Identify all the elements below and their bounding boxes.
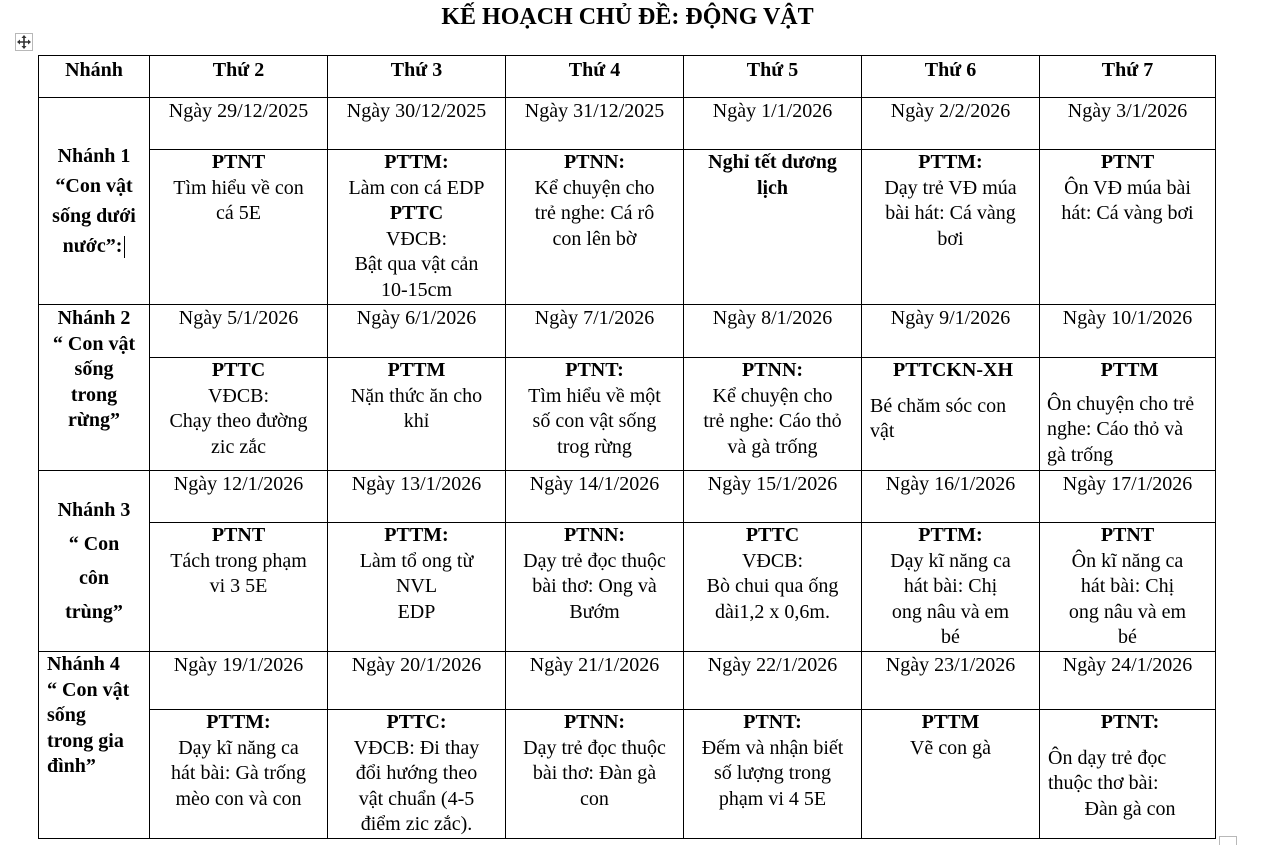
activity-line: Dạy kĩ năng ca [178,736,299,759]
header-thu: Thứ 5 [684,56,862,98]
date-row [39,652,1216,710]
activity-title: PTTM: [384,151,449,173]
activity-title: PTNN: [563,151,626,173]
date-cell: Ngày 6/1/2026 [328,305,506,358]
activity-line: Bò chui qua ống [706,575,839,597]
activity-row [39,523,1216,652]
activity-line: nghe: Cáo thỏ và [1047,418,1184,440]
activity-line: bé [1118,626,1137,648]
activity-cell [150,710,328,839]
activity-cell [1040,358,1216,471]
activity-line: đổi hướng theo [355,762,478,784]
activity-cell [1040,150,1216,305]
activity-line: phạm vi 4 5E [718,787,827,810]
branch-name-line: sống dưới [52,205,136,227]
activity-line: số con vật sống [532,410,657,432]
activity-cell [862,358,1040,471]
activity-title: PTNN: [563,524,626,546]
activity-line: hát bài: Chị [903,575,998,597]
activity-line: Tách trong phạm [170,549,307,572]
activity-title: Nghỉ tết dương [708,151,837,173]
activity-line: Chạy theo đường [169,410,308,432]
activity-title: PTNT: [743,711,802,733]
activity-line: VĐCB: Đi thay [353,736,480,759]
branch-cell [39,98,150,305]
activity-cell [506,710,684,839]
activity-line: Làm tổ ong từ [359,549,474,572]
activity-title: PTTCKN-XH [893,359,1013,381]
activity-cell [862,523,1040,652]
activity-line: bé [941,626,960,648]
activity-line: ong nâu và em [891,600,1010,623]
activity-title: PTNT [211,524,266,546]
branch-cell [39,305,150,471]
branch-name-line: sống [47,704,86,726]
activity-line: và gà trống [727,435,818,458]
move-icon [17,35,31,49]
activity-line: trog rừng [557,435,632,458]
date-cell: Ngày 23/1/2026 [862,652,1040,710]
date-row [39,471,1216,523]
header-tue: Thứ 3 [328,56,506,98]
activity-title: PTNT [1100,524,1155,546]
lesson-plan-table [38,55,1216,839]
date-cell: Ngày 1/1/2026 [684,98,862,150]
activity-title: PTTC [389,202,444,224]
activity-line: dài1,2 x 0,6m. [715,600,830,623]
activity-title: PTTM: [918,151,983,173]
activity-row [39,358,1216,471]
date-cell: Ngày 20/1/2026 [328,652,506,710]
activity-line: Dạy trẻ VĐ múa [884,176,1017,199]
activity-line: Kể chuyện cho [712,384,833,407]
date-cell: Ngày 9/1/2026 [862,305,1040,358]
activity-line: zic zắc [211,435,266,458]
branch-name-line: đình” [47,755,96,777]
date-cell: Ngày 5/1/2026 [150,305,328,358]
activity-row [39,710,1216,839]
branch-cell [39,652,150,839]
date-cell: Ngày 17/1/2026 [1040,471,1216,523]
branch-name-line: “ Con [68,533,120,555]
activity-line: bài thơ: Ong và [532,575,657,597]
activity-line: thuộc thơ bài: [1048,772,1159,794]
activity-line: Bướm [569,600,620,623]
header-branch: Nhánh [39,56,150,98]
date-cell: Ngày 13/1/2026 [328,471,506,523]
activity-title: PTTC [211,359,266,381]
activity-line: vật chuẩn (4-5 [358,787,475,810]
table-move-handle[interactable] [15,33,33,51]
branch-cell [39,471,150,652]
activity-line: VĐCB: [741,549,804,572]
date-cell: Ngày 19/1/2026 [150,652,328,710]
activity-cell [1040,523,1216,652]
activity-line: con [580,787,609,810]
date-cell: Ngày 7/1/2026 [506,305,684,358]
branch-name-line: “Con vật [55,175,133,197]
activity-title: PTTC: [386,711,447,733]
branch-name-line: Nhánh 2 [57,307,131,329]
activity-line: điểm zic zắc). [360,813,473,835]
activity-cell [150,150,328,305]
branch-name-line: Nhánh 3 [57,499,131,521]
page-title: KẾ HOẠCH CHỦ ĐỀ: ĐỘNG VẬT [441,4,814,30]
activity-line: Vẽ con gà [909,736,992,759]
branch-name-line: rừng” [67,409,120,431]
activity-line: con lên bờ [552,227,637,250]
date-cell: Ngày 12/1/2026 [150,471,328,523]
activity-cell [684,523,862,652]
date-cell: Ngày 8/1/2026 [684,305,862,358]
activity-title: lịch [756,176,789,199]
activity-line: Nặn thức ăn cho [350,384,483,407]
activity-line: Kể chuyện cho [534,176,655,199]
date-row [39,98,1216,150]
branch-name-line: Nhánh 1 [57,145,131,167]
activity-line: số lượng trong [714,762,831,784]
activity-title: PTTM: [918,524,983,546]
date-cell: Ngày 10/1/2026 [1040,305,1216,358]
activity-line: Đàn gà con [1084,797,1176,820]
activity-row [39,150,1216,305]
activity-cell [684,710,862,839]
activity-title: PTNT [211,151,266,173]
activity-title: PTTM: [206,711,271,733]
activity-line: hát bài: Chị [1080,575,1175,597]
date-row [39,305,1216,358]
activity-cell [150,523,328,652]
activity-cell [684,150,862,305]
activity-cell [328,358,506,471]
activity-cell [1040,710,1216,839]
branch-name-line: côn [79,567,109,589]
activity-line: Bật qua vật cản [354,253,479,275]
activity-cell [506,150,684,305]
header-wed: Thứ 4 [506,56,684,98]
header-sat: Thứ 7 [1040,56,1216,98]
activity-title: PTTM [921,711,980,733]
activity-line: gà trống [1047,443,1114,466]
date-cell: Ngày 16/1/2026 [862,471,1040,523]
activity-line: Bé chăm sóc con [870,394,1007,417]
activity-line: bài hát: Cá vàng [885,202,1016,224]
branch-name-line: sống [74,358,114,380]
activity-line: Ôn VĐ múa bài [1064,176,1191,199]
table-resize-handle[interactable] [1219,836,1237,845]
activity-line: vi 3 5E [209,575,268,597]
activity-line: Ôn dạy trẻ đọc [1048,746,1167,769]
activity-line: trẻ nghe: Cá rô [534,202,655,224]
activity-line: EDP [397,600,436,623]
activity-title: PTNT: [1100,711,1160,733]
activity-line: vật [870,420,895,442]
activity-cell [684,358,862,471]
activity-line: hát bài: Gà trống [171,762,306,784]
date-cell: Ngày 21/1/2026 [506,652,684,710]
header-fri: Thứ 6 [862,56,1040,98]
activity-line: bài thơ: Đàn gà [532,762,657,784]
branch-name-line: trong [70,383,118,406]
activity-line: Tìm hiểu về con [173,176,304,199]
text-cursor [124,236,125,258]
activity-line: Ôn kĩ năng ca [1071,549,1184,572]
activity-line: mèo con và con [175,787,302,810]
activity-cell [862,710,1040,839]
activity-line: NVL [395,575,438,597]
branch-name-line: “ Con vật [52,332,136,355]
activity-line: 10-15cm [380,278,453,301]
header-mon: Thứ 2 [150,56,328,98]
activity-title: PTNN: [563,711,626,733]
date-cell: Ngày 22/1/2026 [684,652,862,710]
date-cell: Ngày 31/12/2025 [506,98,684,150]
branch-name-line: Nhánh 4 [47,653,120,675]
branch-name-line: trong gia [47,729,124,752]
date-cell: Ngày 2/2/2026 [862,98,1040,150]
activity-line: Dạy trẻ đọc thuộc [523,736,666,759]
date-cell: Ngày 29/12/2025 [150,98,328,150]
activity-line: VĐCB: [385,227,448,250]
branch-name-line: trùng” [65,601,123,623]
activity-line: bơi [937,227,964,250]
date-cell: Ngày 24/1/2026 [1040,652,1216,710]
activity-title: PTTM: [384,524,449,546]
activity-cell [506,523,684,652]
activity-line: Tìm hiểu về một [528,384,661,407]
activity-cell [150,358,328,471]
activity-line: khỉ [403,410,430,432]
activity-line: Làm con cá EDP [348,176,485,199]
activity-title: PTTM [1100,359,1159,381]
activity-line: hát: Cá vàng bơi [1061,202,1194,224]
activity-title: PTNN: [741,359,804,381]
date-cell: Ngày 15/1/2026 [684,471,862,523]
activity-line: ong nâu và em [1068,600,1187,623]
branch-name-line: nước”: [42,231,146,261]
activity-line: cá 5E [216,202,261,224]
activity-cell [862,150,1040,305]
activity-cell [506,358,684,471]
activity-cell [328,523,506,652]
activity-title: PTNT [1100,151,1155,173]
activity-cell [328,710,506,839]
activity-line: VĐCB: [207,384,270,407]
activity-line: Ôn chuyện cho trẻ [1047,392,1195,415]
activity-title: PTTC [745,524,800,546]
date-cell: Ngày 14/1/2026 [506,471,684,523]
date-cell: Ngày 30/12/2025 [328,98,506,150]
branch-name-line: “ Con vật [47,678,130,701]
activity-title: PTNT: [565,359,624,381]
header-row [39,56,1216,98]
activity-cell [328,150,506,305]
activity-line: Dạy trẻ đọc thuộc [523,549,666,572]
activity-title: PTTM [387,359,446,381]
activity-line: trẻ nghe: Cáo thỏ [703,410,842,432]
activity-line: Đếm và nhận biết [701,736,844,759]
activity-line: Dạy kĩ năng ca [890,549,1011,572]
date-cell: Ngày 3/1/2026 [1040,98,1216,150]
